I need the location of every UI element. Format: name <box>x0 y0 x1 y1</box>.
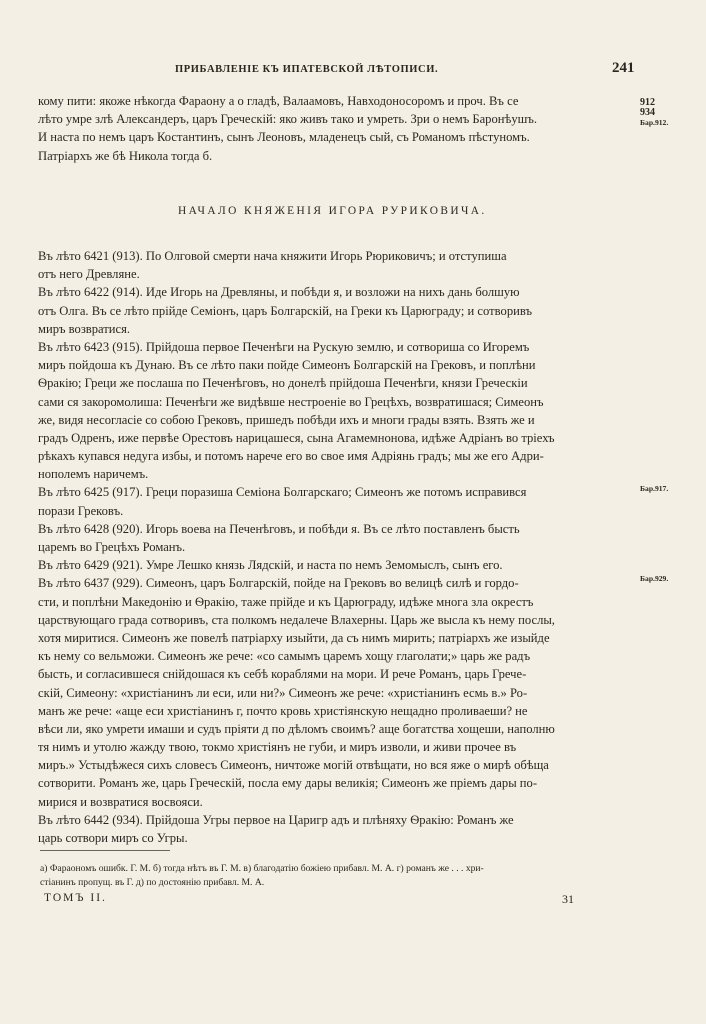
text-line: хотя миритися. Симеонъ же повелѣ патріарху изыйти, да съ нимъ мирить; патріархъ же изыйде <box>38 630 550 645</box>
text-line: порази Грековъ. <box>38 503 124 518</box>
text-line: Въ лѣто 6422 (914). Иде Игорь на Древляны, и побѣди я, и возложи на нихъ дань болшую <box>38 285 520 300</box>
text-line: сти, и поплѣни Македонію и Ѳракію, таже прійде и къ Царюграду, идѣже многа зла окрестъ <box>38 594 534 609</box>
text-line: сотворити. Романъ же, царь Греческій, посла ему дары великія; Симеонъ же пріемъ дары по- <box>38 776 538 791</box>
sheet-number: 31 <box>562 892 574 906</box>
footnote-line: а) Фараономъ ошибк. Г. М. б) тогда нѣтъ въ Г. М. в) благодатію божіею прибавл. М. А. г) романъ же . . . хри- <box>40 863 484 874</box>
text-line: царемъ во Грецѣхъ Романъ. <box>38 540 186 554</box>
text-line: сами ся закоромолиша: Печенѣги же видѣвше нестроеніе во Грецѣхъ, возвратишася; Симеонъ <box>38 394 544 409</box>
running-header: ПРИБАВЛЕНІЕ КЪ ИПАТЕВСКОЙ ЛѢТОПИСИ. <box>175 64 439 75</box>
text-line: мирися и возвратися восвояси. <box>38 794 203 809</box>
text-line: скій, Симеону: «христіанинъ ли еси, или ни?» Симеонъ же рече: «христіанинъ есмь в.» Ро- <box>38 685 528 700</box>
text-line: миръ.» Устыдѣжеся сихъ словесъ Симеонъ, ничтоже могій отвѣщати, но вся яже о мирѣ обѣща <box>38 758 549 773</box>
text-line: Ѳракію; Греци же послаша по Печенѣговъ, но донелѣ прійдоша Печенѣги, князи Греческіи <box>38 376 528 391</box>
text-line: кому пити: якоже нѣкогда Фараону а о гладѣ, Валаамовъ, Навходоносоромъ и проч. Въ се <box>38 94 519 108</box>
text-line: И наста по немъ царъ Костантинъ, сынъ Леоновъ, младенецъ сый, съ Романомъ пѣстуномъ. <box>38 130 530 145</box>
text-line: Въ лѣто 6425 (917). Греци поразиша Семіона Болгарскаго; Симеонъ же потомъ исправився <box>38 485 527 500</box>
text-line: Въ лѣто 6423 (915). Прійдоша первое Печенѣги на Рускую землю, и сотвориша со Игоремъ <box>38 339 530 354</box>
text-line: Въ лѣто 6442 (934). Прійдоша Угры первое на Царигр адъ и плѣняху Ѳракію: Романъ же <box>38 812 514 827</box>
text-line: царь сотвори миръ со Угры. <box>38 831 188 845</box>
margin-year-note: 912 <box>640 97 655 108</box>
text-line: къ нему со вельможи. Симеонъ же рече: «со самымъ царемъ хощу глаголати;» царь же радъ <box>38 649 531 664</box>
text-line: миръ возвратися. <box>38 321 131 336</box>
text-line: Въ лѣто 6421 (913). По Олговой смерти нача княжити Игорь Рюриковичъ; и отступиша <box>38 249 507 263</box>
text-line: Въ лѣто 6428 (920). Игорь воева на Печенѣговъ, и побѣди я. Въ се лѣто поставленъ бысть <box>38 521 520 536</box>
top-text-block <box>38 92 638 165</box>
margin-year-note: 934 <box>640 107 655 118</box>
text-line: отъ него Древляне. <box>38 267 140 282</box>
text-line: миръ пойдоша къ Дунаю. Въ се лѣто паки пойде Симеонъ Болгарскій на Грековъ, и поплѣни <box>38 358 536 373</box>
page-number: 241 <box>612 60 635 76</box>
text-line: лѣто умре злѣ Александеръ, царъ Греческій: яко живъ тако и умреть. Зри о немъ Баронѣушъ. <box>38 112 538 127</box>
text-line: царствующаго града сотворивъ, ста полкомъ недалече Влахерны. Царь же высла къ нему послы, <box>38 612 555 627</box>
margin-reference-note: Бар.917. <box>640 484 669 493</box>
text-line: рѣкахъ купався недуга избы, и потомъ нарече его во свое имя Адріянь градъ; мы же его Адри- <box>38 449 544 464</box>
text-line: тя нимъ и утолю жажду твою, токмо христіянъ не губи, и миръ изволи, и живи прочее въ <box>38 740 517 755</box>
text-line: градъ Одренъ, иже первѣе Орестовъ нарицашеся, сына Агамемнонова, идѣже Адріанъ во трiехъ <box>38 430 555 445</box>
section-heading: НАЧАЛО КНЯЖЕНІЯ ИГОРА РУРИКОВИЧА. <box>178 205 487 217</box>
text-line: отъ Олга. Въ се лѣто прійде Семіонъ, царъ Болгарскій, на Греки къ Царюграду; и сотворивъ <box>38 303 532 318</box>
text-line: Въ лѣто 6429 (921). Умре Лешко князь Лядскій, и наста по немъ Земомыслъ, сынъ его. <box>38 558 503 573</box>
text-line: вѣси ли, яко умрети имаши и судъ пріяти д по дѣломъ своимъ? аще богатства хощеши, наполню <box>38 721 555 736</box>
text-line: же, видя несогласіе со собою Грековъ, пришедъ побѣди ихъ и многи грады взять. Взять же и <box>38 412 535 427</box>
footnotes <box>40 862 660 890</box>
text-line: манъ же рече: «аще еси христіанинъ г, почто кровь христіянскую нещадно проливаеши? не <box>38 703 528 718</box>
main-text-block <box>38 247 638 847</box>
margin-reference-note: Бар.912. <box>640 118 669 127</box>
footnote-divider <box>40 850 170 851</box>
text-line: Патріархъ же бѣ Никола тогда б. <box>38 148 213 163</box>
footnote-line: стіанинъ пропущ. въ Г. д) по достоянію прибавл. М. А. <box>40 877 265 888</box>
margin-reference-note: Бар.929. <box>640 574 669 583</box>
text-line: бысть, и согласившеся снійдошася къ себѣ кораблями на мори. И рече Романъ, царь Грече- <box>38 667 527 682</box>
volume-label: ТОМЪ II. <box>44 892 107 904</box>
text-line: Въ лѣто 6437 (929). Симеонъ, царъ Болгарскій, пойде на Грековъ во велицѣ силѣ и гордо- <box>38 576 519 591</box>
text-line: нополемъ наричемъ. <box>38 467 149 482</box>
